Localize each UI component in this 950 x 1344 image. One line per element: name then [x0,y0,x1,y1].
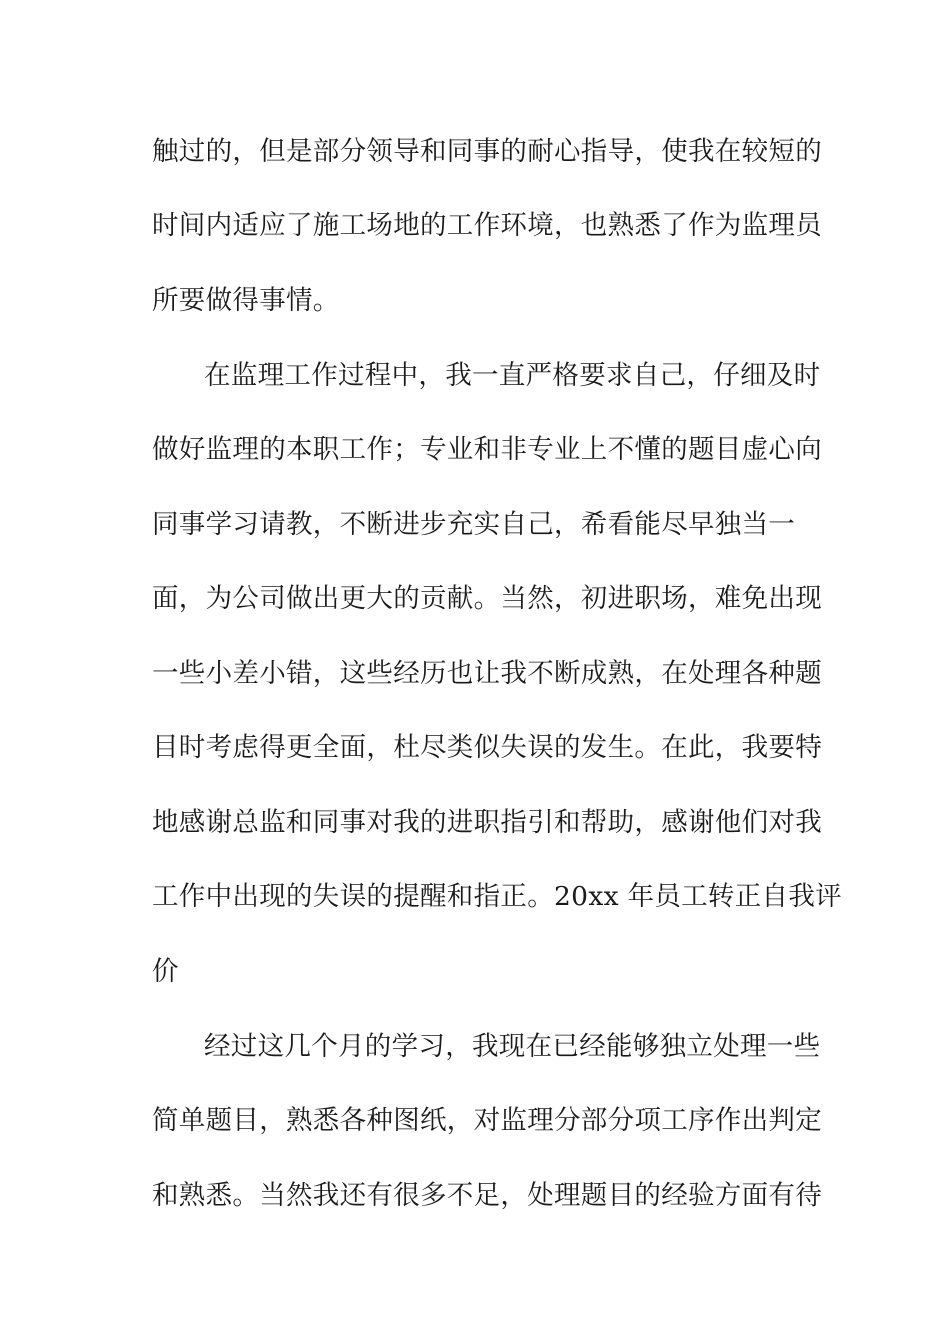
text-line: 简单题目，熟悉各种图纸，对监理分部分项工序作出判定 [152,1105,822,1136]
text-line: 地感谢总监和同事对我的进职指引和帮助，感谢他们对我 [152,807,822,838]
text-line: 价 [152,956,179,987]
text-line: 面，为公司做出更大的贡献。当然，初进职场，难免出现 [152,583,822,614]
text-line: 时间内适应了施工场地的工作环境，也熟悉了作为监理员 [152,210,822,241]
text-line: 同事学习请教，不断进步充实自己，希看能尽早独当一 [152,509,796,540]
text-line: 一些小差小错，这些经历也让我不断成熟，在处理各种题 [152,658,822,689]
text-line: 触过的，但是部分领导和同事的耐心指导，使我在较短的 [152,136,822,167]
paragraph-start-line: 在监理工作过程中，我一直严格要求自己，仔细及时 [204,360,821,391]
text-line: 目时考虑得更全面，杜尽类似失误的发生。在此，我要特 [152,732,822,763]
text-line: 工作中出现的失误的提醒和指正。20xx 年员工转正自我评 [152,881,842,912]
text-line: 所要做得事情。 [152,285,340,316]
text-line: 做好监理的本职工作；专业和非专业上不懂的题目虚心向 [152,434,822,465]
paragraph-start-line: 经过这几个月的学习，我现在已经能够独立处理一些 [204,1031,821,1062]
text-line: 和熟悉。当然我还有很多不足，处理题目的经验方面有待 [152,1180,822,1211]
